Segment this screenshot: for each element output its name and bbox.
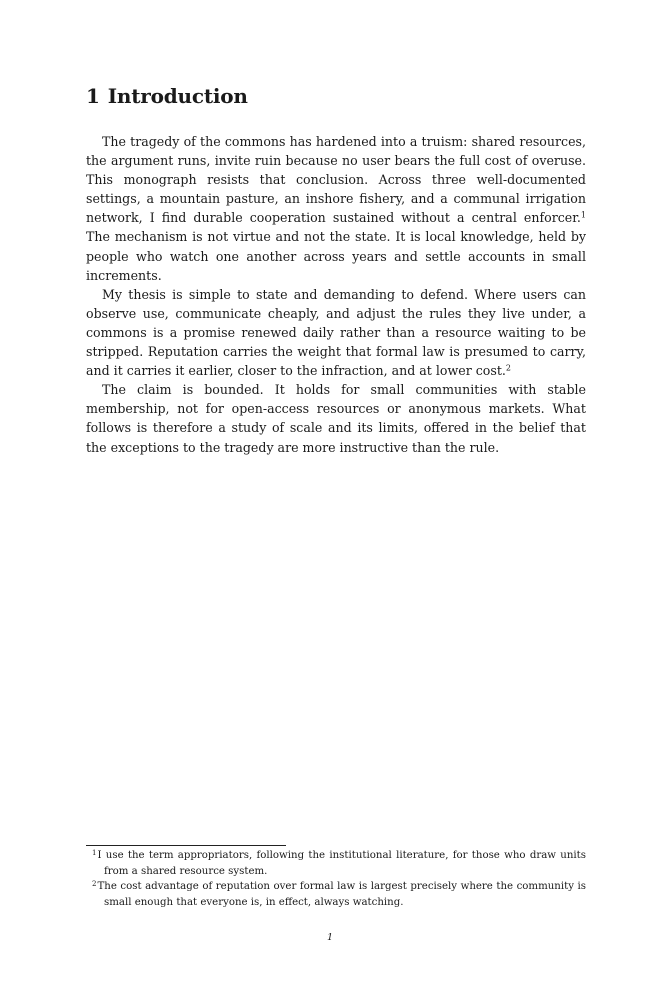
footnote-ref-1[interactable]: 1 <box>580 210 586 220</box>
footnote-1-mark: 1 <box>92 848 97 857</box>
footnote-2 <box>86 879 586 910</box>
paragraph-3 <box>86 380 586 456</box>
section-number: 1 <box>86 84 100 108</box>
footnote-2-text: The cost advantage of reputation over formal law is largest precisely where the community is small enough that everyone is, in effect, always watching. <box>97 881 586 908</box>
paragraph-2 <box>86 285 586 380</box>
footnote-ref-2[interactable]: 2 <box>505 363 511 373</box>
paragraph-1 <box>86 132 586 285</box>
paragraph-3-text: The claim is bounded. It holds for small communities with stable membership, not for open-access resources or anonymous markets. What follows is therefore a study of scale and its limits, offered in the belief that the exceptions to the tragedy are more instructive than the rule. <box>86 382 586 455</box>
section-title: Introduction <box>107 84 248 108</box>
paragraph-1-text-a: The tragedy of the commons has hardened into a truism: shared resources, the argument runs, invite ruin because no user bears the full cost of overuse. This monograph resists that conclusion. Across three well-documented settings, a mountain pasture, an inshore fishery, and a communal irrigation network, I find durable cooperation sustained without a central enforcer. <box>86 134 586 226</box>
footnote-1 <box>86 848 586 879</box>
body-text <box>86 132 586 457</box>
footnote-1-text: I use the term appropriators, following the institutional literature, for those who draw units from a shared resource system. <box>97 850 586 877</box>
paragraph-2-text: My thesis is simple to state and demanding to defend. Where users can observe use, communicate cheaply, and adjust the rules they live under, a commons is a promise renewed daily rather than a resource waiting to be stripped. Reputation carries the weight that formal law is presumed to carry, and it carries it earlier, closer to the infraction, and at lower cost. <box>86 286 586 379</box>
footnotes <box>86 848 586 910</box>
section-heading <box>86 82 248 110</box>
footnote-separator <box>86 845 286 846</box>
paragraph-1-text-b: The mechanism is not virtue and not the state. It is local knowledge, held by people who watch one another across years and settle accounts in small increments. <box>86 229 586 283</box>
footnote-2-mark: 2 <box>92 879 97 888</box>
page-number: 1 <box>326 932 334 943</box>
